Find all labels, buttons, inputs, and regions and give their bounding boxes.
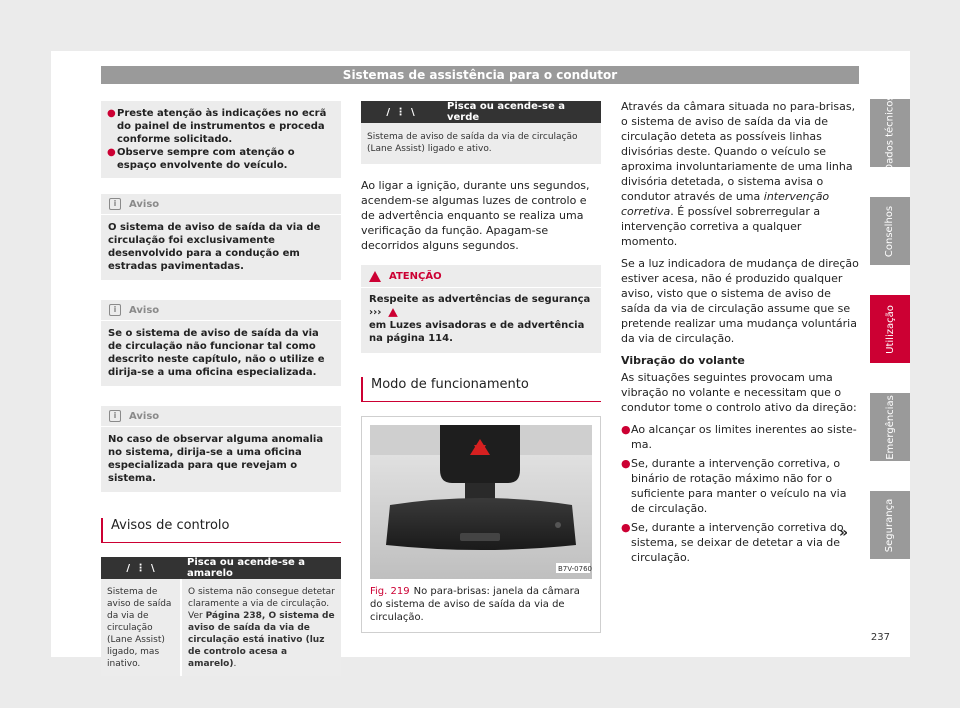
left-column (101, 101, 341, 676)
notice-label: Aviso (129, 198, 160, 210)
notice-box (101, 406, 341, 492)
warning-reference-link[interactable]: em Luzes avisadoras e de advertência na página 114. (369, 320, 585, 344)
page-header: Sistemas de assistência para o condutor (101, 66, 859, 84)
bullet-item: ● Se, durante a intervenção corretiva do sistema, se deixar de detetar a via de circulação. (621, 521, 844, 564)
bullet-item: ● Se, durante a intervenção corretiva, o binário de rotação máximo não for o suficiente para manter o veículo na via de circulação. (621, 457, 847, 515)
manual-page (51, 51, 910, 669)
tab-conselhos[interactable]: Conselhos (870, 197, 910, 265)
warning-box (361, 265, 601, 353)
paragraph: As situações seguintes provocam uma vibração no volante e necessitam que o condutor tome o controlo ativo da direção: (621, 371, 857, 414)
notice-text: O sistema de aviso de saída da via de circulação foi exclusivamente desenvolvido para a condução em estradas pavimentadas. (108, 222, 321, 272)
notice-text: Se o sistema de aviso de saída da via de circulação não funcionar tal como descrito neste capítulo, não o utilize e dirija-se a uma oficina especializada. (108, 328, 325, 378)
paragraph: Se a luz indicadora de mudança de direção estiver acesa, não é produzido qualquer aviso, visto que o sistema de aviso de saída da via de circulação assume que se pretende realizar uma mudança voluntária da via de circulação. (621, 257, 859, 345)
paragraph: Através da câmara situada no para-brisas, o sistema de aviso de saída da via de circulação deteta as possíveis linhas divisórias deste. Quando o veículo se aproxima involuntariamente de uma linha divisória detetada, o sistema avisa o condutor através de uma intervenção corretiva. É possível sobrerregular a intervenção corretiva a qualquer momento. (621, 100, 856, 248)
table-cell: O sistema não consegue detetar claramente a via de circulação. Ver Página 238, O sistema de aviso de saída da via de circulação está inativo (luz de controlo acesa a amarelo). (181, 579, 341, 676)
notice-label: Aviso (129, 410, 160, 422)
safety-bullets-box (101, 101, 341, 178)
figure-caption: Fig. 219 No para-brisas: janela da câmara do sistema de aviso de saída da via de circulação. (370, 586, 580, 623)
notice-box (101, 194, 341, 280)
lane-assist-icon: / ⋮ \ (361, 101, 441, 123)
info-icon: i (109, 198, 121, 210)
indicator-table-green (361, 101, 601, 164)
tab-seguranca[interactable]: Segurança (870, 491, 910, 559)
section-title: Avisos de controlo (101, 518, 341, 543)
table-cell: Sistema de aviso de saída da via de circulação (Lane Assist) ligado e ativo. (361, 123, 601, 164)
tab-dados-tecnicos[interactable]: Dados técnicos (870, 99, 910, 167)
figure-box (361, 416, 601, 633)
bullet-item: ● Ao alcançar os limites inerentes ao sistema. (621, 423, 857, 451)
figure-number: Fig. 219 (370, 586, 410, 597)
notice-box (101, 300, 341, 386)
tab-utilizacao[interactable]: Utilização (870, 295, 910, 363)
intro-paragraph: Ao ligar a ignição, durante uns segundos, acendem-se algumas luzes de controlo e de advertência enquanto se realiza uma verificação da função. Apagam-se decorridos alguns segundos. (361, 179, 590, 252)
lane-assist-icon: / ⋮ \ (101, 557, 181, 579)
camera-window-image (370, 425, 592, 579)
right-column (621, 99, 861, 569)
notice-label: Aviso (129, 304, 160, 316)
warning-text: Respeite as advertências de segurança ››› (369, 294, 591, 318)
warning-icon (369, 271, 381, 282)
warning-icon (388, 308, 398, 317)
page-reference-link[interactable]: Página 238, O sistema de aviso de saída da via de circulação está inativo (luz de controlo acesa a amarelo) (188, 611, 335, 669)
info-icon: i (109, 304, 121, 316)
windshield-camera-illustration (370, 425, 592, 579)
page-number: 237 (870, 632, 890, 643)
middle-column (361, 101, 601, 633)
bullet-item: ● Preste atenção às indicações no ecrã do painel de instrumentos e proceda conforme solicitado. (107, 108, 327, 145)
figure-code: B7V-0760 (558, 565, 592, 573)
table-cell: Sistema de aviso de saída da via de circulação (Lane Assist) ligado, mas inativo. (101, 579, 181, 676)
bullet-item: ● Observe sempre com atenção o espaço envolvente do veículo. (107, 147, 295, 171)
warning-label: ATENÇÃO (389, 270, 442, 282)
tab-emergencias[interactable]: Emergências (870, 393, 910, 461)
info-icon: i (109, 410, 121, 422)
indicator-table-yellow (101, 557, 341, 676)
table-header: Pisca ou acende-se a verde (441, 101, 601, 123)
section-title: Modo de funcionamento (361, 377, 601, 402)
continue-arrow[interactable]: » (839, 525, 849, 541)
notice-text: No caso de observar alguma anomalia no sistema, dirija-se a uma oficina especializada para que revejam o sistema. (108, 434, 324, 484)
table-header: Pisca ou acende-se a amarelo (181, 557, 341, 579)
subheading: Vibração do volante (621, 354, 745, 367)
